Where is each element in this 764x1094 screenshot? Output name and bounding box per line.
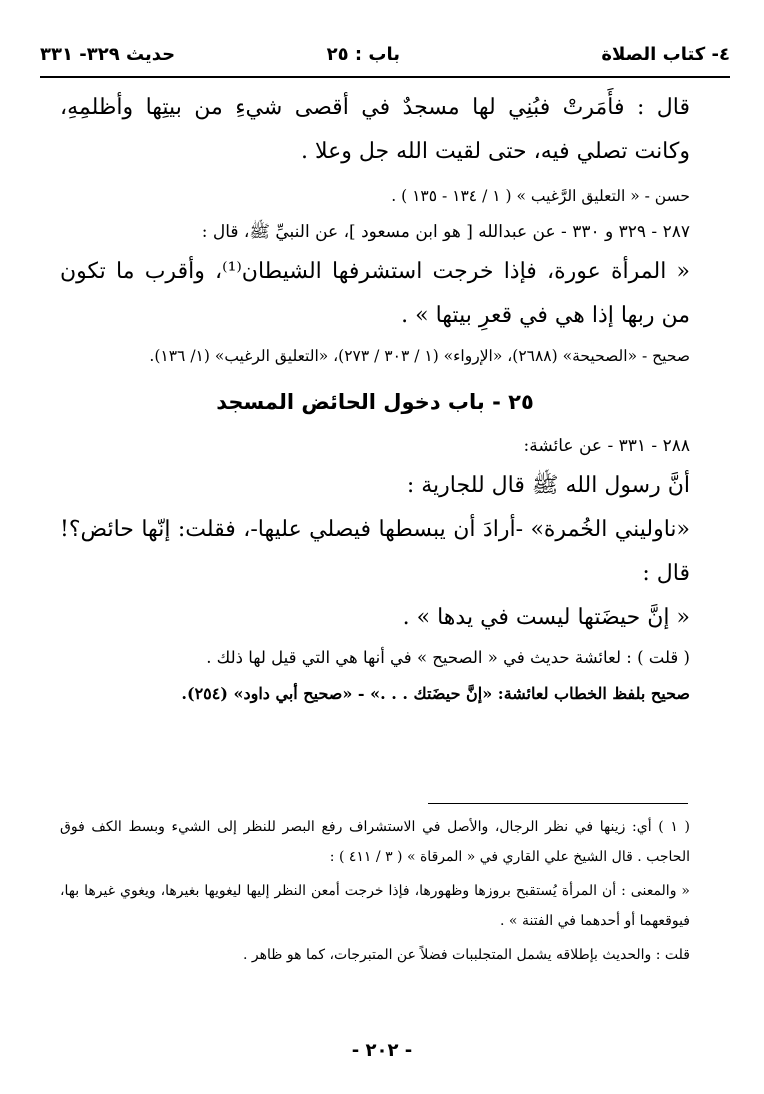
hadith-matn: «ناوليني الخُمرة» -أرادَ أن يبسطها فيصلي عليها-، فقلت: إنّها حائض؟! قال : (60, 517, 690, 586)
header-divider (40, 76, 730, 78)
grading-note: صحيح بلفظ الخطاب لعائشة: «إنَّ حيضَتك . . .» - «صحيح أبي داود» (٢٥٤). (181, 684, 690, 703)
hadith-isnad: ٢٨٧ - ٣٢٩ و ٣٣٠ - عن عبدالله [ هو ابن مسعود ]، عن النبيِّ ﷺ، قال : (201, 222, 690, 242)
hadith-text: أنَّ رسول الله ﷺ قال للجارية : (406, 473, 690, 498)
paragraph-hadith-text: قال : فأَمَرتْ فبُنِي لها مسجدٌ في أقصى شيءِ من بيتِها وأظلمِهِ، وكانت تصلي فيه، حتى لقيت الله جل وعلا . (60, 95, 690, 164)
grading-note: صحيح - «الصحيحة» (٢٦٨٨)، «الإرواء» (١ / ٣٠٣ / ٢٧٣)، «التعليق الرغيب» (١/ ١٣٦). (149, 347, 690, 365)
chapter-heading: ٢٥ - باب دخول الحائض المسجد (216, 390, 534, 414)
hadith-isnad: ٢٨٨ - ٣٣١ - عن عائشة: (523, 436, 690, 456)
main-text (60, 86, 690, 712)
hadith-quote: « إنَّ حيضَتها ليست في يدها » . (402, 605, 690, 630)
footnote-divider (428, 803, 688, 804)
page-number: - ٢٠٢ - (351, 1040, 413, 1061)
hadith-matn: « المرأة عورة، فإذا خرجت استشرفها الشيطان⁽¹⁾، وأقرب ما تكون من ربها إذا هي في قعرِ بيتها » . (60, 259, 690, 328)
footnotes (60, 812, 690, 970)
grading-note: حسن - « التعليق الرَّغيب » ( ١ / ١٣٤ - ١٣٥ ) . (391, 187, 690, 205)
footnote-1: ( ١ ) أي: زينها في نظر الرجال، والأصل في الاستشراف رفع البصر للنظر إلى الشيء وبسط الكف فوق الحاجب . قال الشيخ علي القاري في « المرقاة » ( ٣ / ٤١١ ) : (60, 819, 690, 865)
footnote-quote: « والمعنى : أن المرأة يُستقبح بروزها وظهورها، فإذا خرجت أمعن النظر إليها ليغويها بغيرها، ويغوي غيرها بها، فيوقعهما أو أحدهما في الفتنة » . (60, 883, 690, 929)
footnote-comment: قلت : والحديث بإطلاقه يشمل المتجلببات فضلاً عن المتبرجات، كما هو ظاهر . (243, 947, 690, 963)
author-comment: ( قلت ) : لعائشة حديث في « الصحيح » في أنها هي التي قيل لها ذلك . (206, 648, 690, 667)
header-chapter: ٤- كتاب الصلاة (601, 44, 730, 65)
header-section: باب : ٢٥ (326, 44, 400, 65)
header-hadith-range: حديث ٣٢٩- ٣٣١ (40, 44, 176, 65)
running-header (40, 40, 730, 74)
